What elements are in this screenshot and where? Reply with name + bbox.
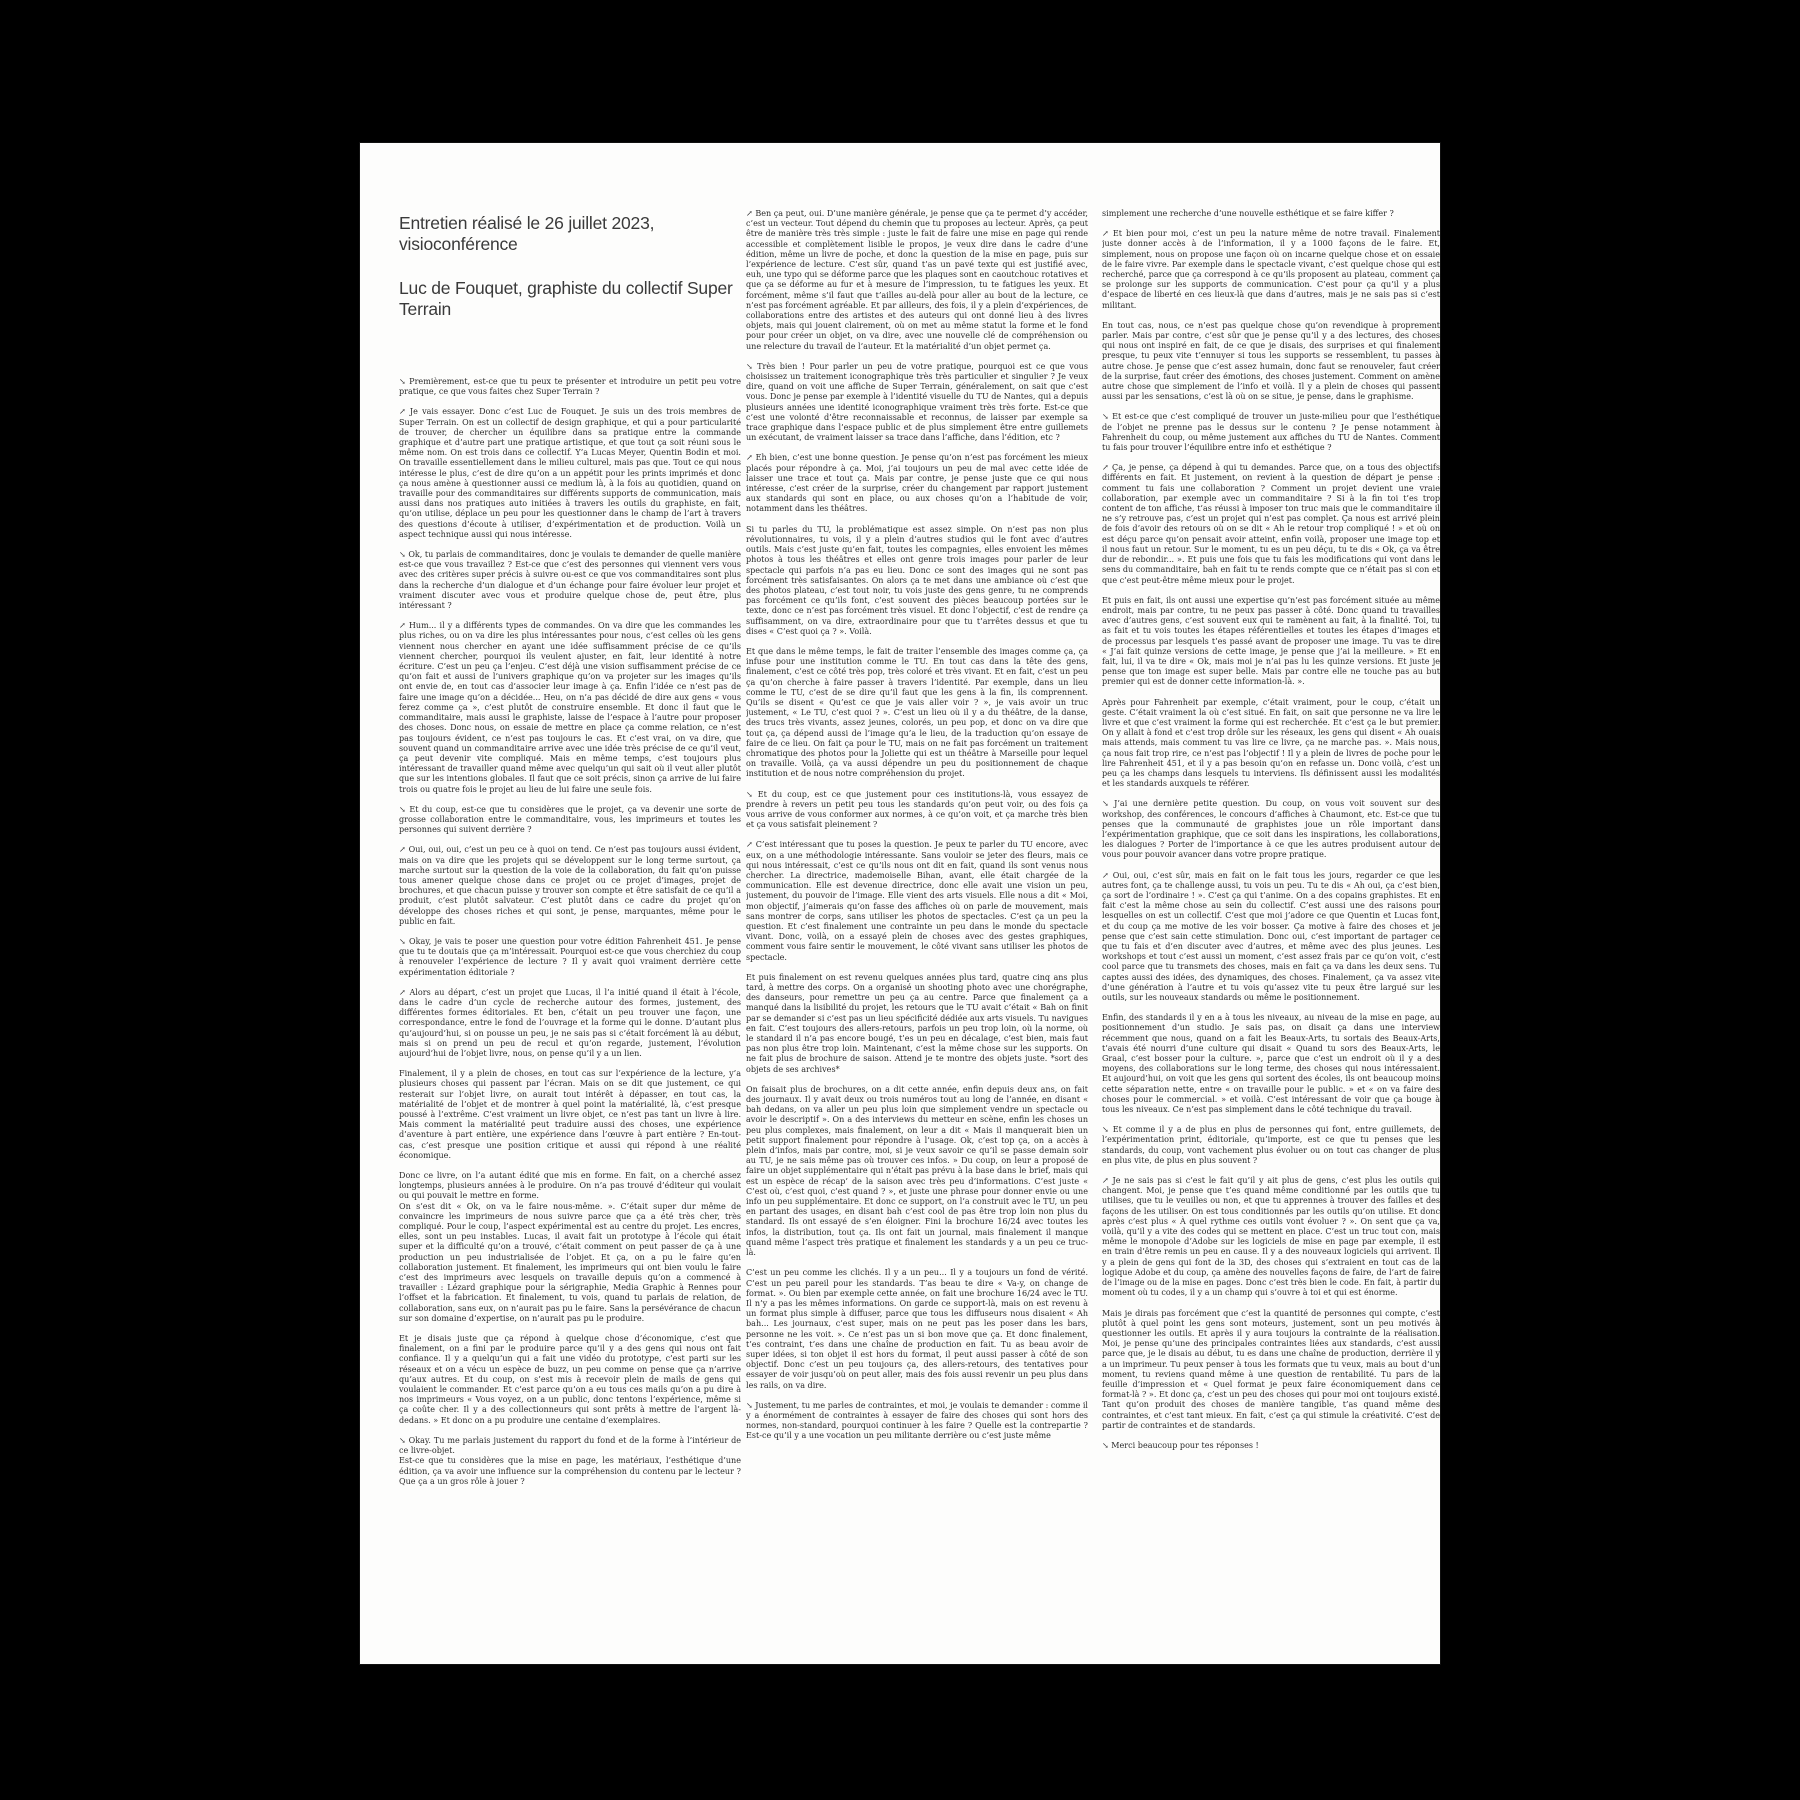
paragraph: Donc ce livre, on l’a autant édité que mis en forme. En fait, on a cherché assez longtemps, plusieurs années à le produire. On n’a pas trouvé d’éditeur qui voulait ou qui pouvait le mettre en forme. xyxy=(399,1171,741,1201)
paragraph: Finalement, il y a plein de choses, en tout cas sur l’expérience de la lecture, y’a plusieurs choses qui passent par l’écran. Mais on se dit que justement, ce qui resterait sur l’objet livre, on aurait tout intérêt à dépasser, en tout cas, la matérialité de l’objet et de montrer à quel point la matérialité, là, c’est presque poussé à l’extrême. C’est vraiment un livre objet, ce n’est pas tant un livre à lire. Mais comment la matérialité peut traduire aussi des choses, une expérience d’aventure à part entière, une expérience dans l’œuvre à part entière ? En-tout-cas, c’est presque une position critique et aussi qui répond à une réalité économique. xyxy=(399,1069,741,1160)
column-3 xyxy=(1102,209,1440,1639)
paragraph: ↗ Hum... il y a différents types de commandes. On va dire que les commandes les plus riches, ou on va dire les plus intéressantes pour nous, c’est celles où les gens viennent nous chercher en ayant une idée suffisamment précise de ce qu’ils viennent chercher, pourquoi ils veulent ajuster, en fait, leur identité à notre écriture. C’est un peu ça l’enjeu. C’est déjà une vision suffisamment précise de ce qu’on fait et aussi de l’univers graphique qu’on va projeter sur les images qu’ils ont envie de, en tout cas d’associer leur image à ça. Enfin l’idée ce n’est pas de faire une image qu’on a décidée... Heu, on n’a pas décidé de dire aux gens « vous ferez comme ça », c’est plutôt de construire ensemble. Et donc il faut que le commanditaire, mais aussi le graphiste, laisse de l’espace à l’autre pour proposer des choses. Donc nous, on essaie de mettre en place ça comme relation, ce n’est pas toujours évident, ce n’est pas toujours le cas. Et c’est vrai, on va dire, que souvent quand un commanditaire arrive avec une idée très précise de ce qu’il veut, ça peut devenir vite compliqué. Mais en même temps, c’est toujours plus intéressant de travailler quand même avec quelqu’un qui sait où il veut aller plutôt que sur les intentions globales. Il faut que ce soit précis, sinon ça arrive de lui faire trois ou quatre fois le projet au lieu de lui faire une seule fois. xyxy=(399,621,741,794)
document-page xyxy=(360,143,1440,1664)
paragraph: simplement une recherche d’une nouvelle esthétique et se faire kiffer ? xyxy=(1102,209,1394,218)
paragraph: Et puis en fait, ils ont aussi une expertise qu’n’est pas forcément située au même endroit, mais par contre, tu ne peux pas passer à côté. Donc quand tu travailles avec d’autres gens, c’est souvent eux qui te ramènent au fait, à la finalité. Toi, tu as fait et tu vois toutes les étapes référentielles et toutes les étapes d’images et de processus par lesquels t’es passé avant de proposer une image. Tu vas te dire « J’ai fait quinze versions de cette image, je pense que j’ai la meilleure. » Et en fait, lui, il va te dire « Ok, mais moi je n’ai pas lu les quinze versions. Et juste je pense que ton image est super belle. Mais par contre elle ne touche pas au but premier qui est de donner cette information-là. ». xyxy=(1102,595,1440,687)
paragraph: Si tu parles du TU, la problématique est assez simple. On n’est pas non plus révolutionnaires, tu vois, il y a plein d’autres studios qui le font avec d’autres outils. Mais c’est juste qu’en fait, toutes les compagnies, elles envoient les mêmes photos à tous les théâtres et elles ont genre trois images pour parler de leur spectacle qui parfois n’a pas eu lieu. Donc ce sont des images qui ne sont pas forcément très satisfaisantes. On alors ça te met dans une ambiance où c’est que des photos plateau, c’est tout noir, tu vois juste des gens genre, tu ne comprends pas forcément ce qu’ils font, c’est souvent des pièces beaucoup portées sur le texte, donc ce n’est pas forcément très visuel. Et donc l’objectif, c’est de rendre ça suffisamment, on va dire, extraordinaire pour que tu t’arrêtes dessus et que tu dises « C’est quoi ça ? ». Voilà. xyxy=(746,524,1088,636)
paragraph: ↘ J’ai une dernière petite question. Du coup, on vous voit souvent sur des workshop, des conférences, le concours d’affiches à Chaumont, etc. Est-ce que tu penses que la communauté de graphistes joue un rôle important dans l’expérimentation graphique, que ce soit dans les inspirations, les collaborations, les dialogues ? Porter de l’importance à ce que les autres produisent autour de vous pour pouvoir avancer dans votre propre pratique. xyxy=(1102,799,1440,860)
paragraph: ↘ Et du coup, est ce que justement pour ces institutions-là, vous essayez de prendre à revers un petit peu tous les standards qu’on peut voir, ou des fois ça vous arrive de vous conformer aux normes, à ce qu’on voit, et ça marche très bien et ça vous satisfait pleinement ? xyxy=(746,789,1088,830)
paragraph: ↘ Okay, je vais te poser une question pour votre édition Fahrenheit 451. Je pense que tu te doutais que ça m’intéressait. Pourquoi est-ce que vous cherchiez du coup à renouveler l’expérience de lecture ? Il y avait quoi vraiment derrière cette expérimentation éditoriale ? xyxy=(399,936,741,977)
paragraph: ↘ Très bien ! Pour parler un peu de votre pratique, pourquoi est ce que vous choisissez un traitement iconographique très très particulier et singulier ? Je veux dire, quand on voit une affiche de Super Terrain, généralement, on sait que c’est vous. Donc je pense par exemple à l’identité visuelle du TU de Nantes, qui a depuis plusieurs années une identité iconographique vraiment très très forte. Est-ce que c’est une volonté d’être reconnaissable et reconnus, de laisser par exemple sa trace graphique dans l’espace public et de plus simplement être entre guillemets un exécutant, de vraiment laisser sa trace dans l’affiche, dans l’édition, etc ? xyxy=(746,361,1088,443)
paragraph: ↗ Alors au départ, c’est un projet que Lucas, il l’a initié quand il était à l’école, dans le cadre d’un cycle de recherche autour des formes, justement, des différentes formes éditoriales. Et ben, c’était un peu trouver une façon, une correspondance, entre le fond de l’ouvrage et la forme qui le donne. D’autant plus qu’aujourd’hui, si on pousse un peu, je ne sais pas si c’était forcément là au début, mais si on prend un peu de recul et qu’on regarde, justement, l’évolution aujourd’hui de l’objet livre, nous, on pense qu’il y a un lien. xyxy=(399,987,741,1058)
paragraph: ↗ Ça, je pense, ça dépend à qui tu demandes. Parce que, on a tous des objectifs différents en fait. Et justement, on revient à la question de départ je pense : comment tu fais une collaboration ? Comment un projet devient une vraie collaboration, par exemple avec un commanditaire ? Si à la fin toi t’es trop content de ton affiche, t’as réussi à imposer ton truc mais que le commanditaire il ne s’y retrouve pas, c’est un projet qui n’est pas complet. Ça nous est arrivé plein de fois d’avoir des retours où on se dit « Ah le retour trop compliqué ! » et où on est déçu parce qu’on pensait avoir atteint, enfin voilà, proposer une image top et il nous faut un retour. Sur le moment, tu es un peu déçu, tu te dis « Ok, ça va être dur de rebondir... ». Et puis une fois que tu fais les modifications qui vont dans le sens du commanditaire, bah en fait tu te rends compte que ce n’était pas si con et que c’est peut-être même mieux pour le projet. xyxy=(1102,463,1440,585)
paragraph: On faisait plus de brochures, on a dit cette année, enfin depuis deux ans, on fait des journaux. Il y avait deux ou trois numéros tout au long de l’année, en disant « bah dedans, on va aller un peu plus loin que simplement vendre un spectacle ou avoir le descriptif ». On a des interviews du metteur en scène, enfin les choses un peu plus complexes, mais finalement, on leur a dit « Mais il manquerait bien un petit support finalement pour répondre à l’usage. Ok, c’est top ça, on a accès à plein d’infos, mais par contre, moi, si je veux savoir ce qu’il se passe demain soir au TU, je ne sais même pas où trouver ces infos. » Du coup, on leur a proposé de faire un objet supplémentaire qui n’était pas prévu à la base dans le brief, mais qui est un espèce de récap’ de la saison avec très peu d’informations. C’est juste « C’est où, c’est quoi, c’est quand ? », et juste une phrase pour donner envie ou une info un peu supplémentaire. Et donc ce support, on l’a construit avec le TU, un peu en partant des usages, en disant bah c’est cool de pas être trop loin non plus du standard. Ils ont essayé de s’en éloigner. Fini la brochure 16/24 avec toutes les infos, la distribution, tout ça. Ils ont fait un journal, mais finalement il manque quand même l’aspect très pratique et finalement les standards y a un peu ce truc-là. xyxy=(746,1084,1088,1258)
paragraph: En tout cas, nous, ce n’est pas quelque chose qu’on revendique à proprement parler. Mais par contre, c’est sûr que je pense qu’il y a des lectures, des choses qui nous ont inspiré en fait, de ce que je disais, des surprises et qui finalement presque, tu peux vite t’ennuyer si tous les supports se ressemblent, tu passes à autre chose. Je pense que c’est assez humain, donc faut se renouveler, faut créer de la surprise, faut créer des émotions, des choses justement. Comment on amène autre chose que simplement de l’info et voilà. Il y a plein de choses qui passent aussi par les sensations, c’est là où on se situe, je pense, dans le graphisme. xyxy=(1102,320,1440,402)
paragraph: Et que dans le même temps, le fait de traiter l’ensemble des images comme ça, ça infuse pour une institution comme le TU. En tout cas dans la tête des gens, finalement, c’est ce côté très pop, très coloré et très vivant. Et en fait, c’est un peu ça qu’on cherche à faire passer à travers l’identité. Par exemple, dans un lieu comme le TU, c’est de se dire qu’il faut que les gens à la fin, ils comprennent. Qu’ils se disent « Qu’est ce que je vais aller voir ? », je vais avoir un truc justement, « Le TU, c’est quoi ? ». C’est un lieu où il y a du théâtre, de la danse, des trucs très vivants, assez jeunes, colorés, un peu pop, et donc on va dire que tout ça, ça dépend aussi de l’image qu’a le lieu, de la traduction qu’on essaye de faire de ce lieu. On fait ça pour le TU, mais on ne fait pas forcément un traitement chromatique des photos pour la Joliette qui est un théâtre à Marseille pour lequel on travaille. Voilà, ça va aussi dépendre un peu du positionnement de chaque institution et de nous notre compréhension du projet. xyxy=(746,646,1088,779)
paragraph: ↗ Oui, oui, oui, c’est un peu ce à quoi on tend. Ce n’est pas toujours aussi évident, mais on va dire que les projets qui se développent sur le long terme surtout, ça marche surtout sur la question de la voie de la collaboration, du fait qu’on puisse tous amener quelque chose dans ce projet ou ce projet d’images, projet de brochures, et que chacun puisse y trouver son compte et être satisfait de ce qu’il a produit, c’est plutôt salvateur. C’est plutôt dans ce cadre du projet qu’on développe des choses riches et qui sont, je pense, marquantes, même pour le public en fait. xyxy=(399,845,741,926)
paragraph: ↘ Ok, tu parlais de commanditaires, donc je voulais te demander de quelle manière est-ce que vous travaillez ? Est-ce que c’est des personnes qui viennent vers vous avec des critères super précis à suivre ou-est ce que vos commanditaires sont plus dans la recherche d’un dialogue et d’un échange pour faire évoluer leur projet et vraiment discuter avec vous et produire quelque chose de, peut être, plus intéressant ? xyxy=(399,550,741,611)
column-2 xyxy=(746,209,1088,1639)
paragraph: Et puis finalement on est revenu quelques années plus tard, quatre cinq ans plus tard, à mettre des corps. On a organisé un shooting photo avec une chorégraphe, des danseurs, pour remettre un peu ça au centre. Parce que finalement ça a manqué dans la lisibilité du projet, les retours que le TU avait c’était « Bah on finit par se demander si c’est pas un lieu spécificité dédiée aux arts visuels. Tu navigues en fait. C’est toujours des allers-retours, parfois un peu trop loin, où la norme, où le standard il n’a pas encore bougé, t’es un peu en décalage, c’est bien, mais faut pas non plus être trop loin. Maintenant, c’est la même chose sur les supports. On ne fait plus de brochure de saison. Attend je te montre des objets juste. *sort des objets de ses archives* xyxy=(746,972,1088,1074)
paragraph: ↗ C’est intéressant que tu poses la question. Je peux te parler du TU encore, avec eux, on a une méthodologie intéressante. Sans vouloir se jeter des fleurs, mais ce qui nous intéressait, c’est ce qu’ils nous ont dit en fait, quand ils sont venus nous chercher. La directrice, mademoiselle Bihan, avant, elle était chargée de la communication. Elle est devenue directrice, donc elle avait une vision un peu, justement, du pouvoir de l’image. Elle vient des arts visuels. Elle nous a dit « Moi, mon objectif, j’aimerais qu’on fasse des affiches où on parle de mouvement, mais sans montrer de corps, sans utiliser les photos de spectacles. C’est ça un peu la question. Et c’est finalement une contrainte un peu dans le monde du spectacle vivant. Donc, voilà, on a essayé plein de choses avec des gestes graphiques, comment vous faire sentir le mouvement, le côté vivant sans utiliser les photos de spectacle. xyxy=(746,840,1088,962)
paragraph: C’est un peu comme les clichés. Il y a un peu... Il y a toujours un fond de vérité. C’est un peu pareil pour les standards. T’as beau te dire « Va-y, on change de format. ». Ou bien par exemple cette année, on fait une brochure 16/24 avec le TU. Il n’y a pas les mêmes informations. On garde ce support-là, mais on est revenu à un format plus simple à diffuser, parce que tous les diffuseurs nous disaient « Ah bah... Les journaux, c’est super, mais on ne peut pas les poser dans les bars, personne ne les voit. ». Ce n’est pas un si bon move que ça. Et donc finalement, t’es contraint, t’es dans une chaîne de production en fait. Tu as beau avoir de super idées, si ton objet il est hors du format, il peut aussi passer à côté de son objectif. Donc c’est un peu toujours ça, des allers-retours, des tentatives pour essayer de voir jusqu’où on peut aller, mais des fois aussi revenir un peu plus dans les rails, on va dire. xyxy=(746,1268,1088,1390)
paragraph: On s’est dit « Ok, on va le faire nous-même. ». C’était super dur même de convaincre les imprimeurs de nous suivre parce que ça a été très cher, très compliqué. Pour le coup, l’aspect expérimental est au centre du projet. Les encres, elles, sont un peu instables. Lucas, il avait fait un prototype à l’école qui était super et la difficulté qu’on a trouvé, c’était comment on peut passer de ça à une production un peu industrialisée de l’objet. Et ça, on a pu le faire qu’en collaboration justement. Et finalement, les imprimeurs qui ont bien voulu le faire c’est des imprimeurs avec lesquels on travaille depuis qu’on a commencé à travailler : Lézard graphique pour la sérigraphie, Media Graphic à Rennes pour l’offset et la fabrication. Et finalement, tu vois, quand tu parlais de relation, de collaboration, sans eux, on n’aurait pas pu le faire. Sans la persévérance de chacun sur son domaine d’expertise, on n’aurait pas pu le produire. xyxy=(399,1201,741,1323)
paragraph: ↘ Et est-ce que c’est compliqué de trouver un juste-milieu pour que l’esthétique de l’objet ne prenne pas le dessus sur le contenu ? Je pense notamment à Fahrenheit du coup, ou même justement aux affiches du TU de Nantes. Comment tu fais pour trouver l’équilibre entre info et esthétique ? xyxy=(1102,412,1440,453)
title-person: Luc de Fouquet, graphiste du collectif Super Terrain xyxy=(399,278,733,319)
title-date: Entretien réalisé le 26 juillet 2023, visioconférence xyxy=(399,213,655,254)
paragraph: ↗ Ben ça peut, oui. D’une manière générale, je pense que ça te permet d’y accéder, c’est un vecteur. Tout dépend du chemin que tu proposes au lecteur. Après, ça peut être de manière très très simple : juste le fait de faire une mise en page qui rende accessible et complètement lisible le propos, je veux dire dans le cadre d’une édition, même un livre de poche, et donc la question de la mise en page, puis sur l’expérience de lecture. C’est sûr, quand t’as un pavé texte qui est justifié avec, euh, une typo qui se déforme parce que les plaques sont en caoutchouc rotatives et que ça se déforme au fur et à mesure de l’impression, tu te fatigues les yeux. Et forcément, même s’il faut que t’ailles au-delà pour aller au bout de la lecture, ce n’est pas forcément agréable. Et par ailleurs, des fois, il y a plein d’expériences, de collaborations entre des artistes et des auteurs qui ont donné lieu à des livres objets, mais qui jouent clairement, où on met au même statut la forme et le fond pour pour créer un objet, on va dire, avec une nouvelle clé de compréhension ou une relecture du travail de l’auteur. Et la matérialité d’un objet permet ça. xyxy=(746,209,1088,351)
paragraph: ↘ Et du coup, est-ce que tu considères que le projet, ça va devenir une sorte de grosse collaboration entre le commanditaire, vous, les imprimeurs et toutes les personnes qui suivent derrière ? xyxy=(399,804,741,835)
paragraph: Enfin, des standards il y en a à tous les niveaux, au niveau de la mise en page, au positionnement d’un studio. Je sais pas, on disait ça dans une interview récemment que nous, quand on a fait les Beaux-Arts, tu sortais des Beaux-Arts, t’avais été nourri d’une culture qui disait « Quand tu sors des Beaux-Arts, le Graal, c’est bosser pour la culture. », parce que c’est un endroit où il y a des moyens, des collaborations sur le long terme, des choses qui nous intéressaient. Et aujourd’hui, on voit que les gens qui sortent des écoles, ils ont beaucoup moins cette séparation nette, entre « on travaille pour le public. » et « on va faire des choses pour le commercial. » et voilà. C’est intéressant de voir que ça bouge à tous les niveaux. Ce n’est pas simplement dans le côté technique du travail. xyxy=(1102,1013,1440,1115)
paragraph: Est-ce que tu considères que la mise en page, les matériaux, l’esthétique d’une édition, ça va avoir une influence sur la compréhension du contenu par le lecteur ? Que ça a un gros rôle à jouer ? xyxy=(399,1456,741,1486)
paragraph: ↗ Eh bien, c’est une bonne question. Je pense qu’on n’est pas forcément les mieux placés pour répondre à ça. Moi, j’ai toujours un peu de mal avec cette idée de laisser une trace et tout ça. Mais par contre, je pense juste que ce qui nous intéresse, c’est créer de la surprise, créer du changement par rapport justement aux standards qui sont en place, ou aux choses qu’on a l’habitude de voir, notamment dans les théâtres. xyxy=(746,453,1088,514)
paragraph: ↘ Merci beaucoup pour tes réponses ! xyxy=(1102,1440,1259,1450)
paragraph: ↘ Premièrement, est-ce que tu peux te présenter et introduire un petit peu votre pratique, ce que vous faites chez Super Terrain ? xyxy=(399,377,741,397)
paragraph: ↗ Je ne sais pas si c’est le fait qu’il y ait plus de gens, c’est plus les outils qui changent. Moi, je pense que t’es quand même conditionné par les outils que tu utilises, que tu le veuilles ou non, et que tu apprennes à trouver des failles et des façons de les utiliser. On est tous conditionnés par les outils qu’on utilise. Et donc après c’est plus « À quel rythme ces outils vont évoluer ? ». On sent que ça va, voilà, qu’il y a vite des codes qui se mettent en place. C’est un truc tout con, mais même le monopole d’Adobe sur les logiciels de mise en page par exemple, il est en train d’être remis un peu en cause. Il y a des nouveaux logiciels qui arrivent. Il y a plein de gens qui font de la 3D, des choses qui s’extraient en tout cas de la logique Adobe et du coup, ça amène des nouvelles façons de faire, de l’art de faire de l’image ou de la mise en pages. Donc c’est très bien le code. En fait, à partir du moment où tu codes, il y a un champ qui s’ouvre à toi et qui est énorme. xyxy=(1102,1176,1440,1298)
paragraph: ↘ Justement, tu me parles de contraintes, et moi, je voulais te demander : comme il y a énormément de contraintes à essayer de faire des choses qui sont hors des normes, non-standard, pourquoi continuer à les faire ? Quelle est la contrepartie ? Est-ce qu’il y a une vocation un peu militante derrière ou c’est juste même xyxy=(746,1400,1088,1441)
paragraph: Mais je dirais pas forcément que c’est la quantité de personnes qui compte, c’est plutôt à quel point les gens sont moteurs, justement, sont un peu motivés à questionner les outils. Et après il y aura toujours la contrainte de la réalisation. Moi, je pense qu’une des principales contraintes liées aux standards, c’est aussi parce que, je le disais au début, tu es dans une chaîne de production, derrière il y a un imprimeur. Tu peux penser à tous les formats que tu veux, mais au bout d’un moment, tu reviens quand même à une question de rentabilité. Tu pars de la feuille d’impression et « Quel format je peux faire économiquement dans ce format-là ? ». Et donc ça, c’est un peu des choses qui pour moi ont toujours existé. Tant qu’on produit des choses de manière tangible, t’as quand même des contraintes, et c’est tant mieux. En fait, c’est ça qui stimule la créativité. C’est de partir de contraintes et de standards. xyxy=(1102,1308,1440,1430)
paragraph: ↗ Je vais essayer. Donc c’est Luc de Fouquet. Je suis un des trois membres de Super Terrain. On est un collectif de design graphique, et qui a pour particularité de trouver, de chercher un équilibre dans sa pratique entre la commande graphique et d’autre part une pratique artistique, et que tout ça soit réuni sous le même nom. On est trois dans ce collectif. Y’a Lucas Meyer, Quentin Bodin et moi. On travaille essentiellement dans le milieu culturel, mais pas que. Tout ce qui nous intéresse le plus, c’est de dire qu’on a un appétit pour les prints imprimés et donc ça nous amène à questionner aussi ce medium là, à la fois au quotidien, quand on travaille pour des commanditaires sur différents supports de communication, mais aussi dans nos pratiques auto initiées à travers les outils du graphiste, en fait, qu’on utilise, déplace un peu pour les questionner dans le champ de l’art à travers des questions d’écoute à utiliser, d’expérimentation et de production. Voilà un aspect technique aussi qui nous intéresse. xyxy=(399,407,741,539)
paragraph: ↘ Okay. Tu me parlais justement du rapport du fond et de la forme à l’intérieur de ce livre-objet. xyxy=(399,1435,741,1456)
column-1 xyxy=(399,213,741,1643)
paragraph: ↗ Et bien pour moi, c’est un peu la nature même de notre travail. Finalement juste donner accès à de l’information, il y a 1000 façons de le faire. Et, simplement, nous on propose une façon où on incarne quelque chose et on essaie de le faire vivre. Par exemple dans le spectacle vivant, c’est quelque chose qui est recherché, parce que ça correspond à ce qu’ils proposent au plateau, comment ça se prolonge sur les supports de communication. C’est pour ça qu’il y a plus d’espace de liberté en ces lieux-là que dans d’autres, mais je ne sais pas si c’est militant. xyxy=(1102,229,1440,310)
paragraph: Et je disais juste que ça répond à quelque chose d’économique, c’est que finalement, on a fini par le produire parce qu’il y a des gens qui nous ont fait confiance. Il y a quelqu’un qui a fait une vidéo du prototype, c’est parti sur les réseaux et on a vécu un espèce de buzz, un peu comme on pense que ça n’arrive qu’aux autres. Et du coup, on s’est mis à recevoir plein de mails de gens qui voulaient le commander. Et c’est parce qu’on a eu tous ces mails qu’on a pu dire à nos imprimeurs « Vous voyez, on a un public, donc tentons l’expérience, même si ça coûte cher. Il y a des collectionneurs qui sont prêts à mettre de l’argent là-dedans. » Et donc on a pu produire une centaine d’exemplaires. xyxy=(399,1334,741,1425)
paragraph: Après pour Fahrenheit par exemple, c’était vraiment, pour le coup, c’était un geste. C’était vraiment la où c’est situé. En fait, on sait que personne ne va lire le livre et que c’est vraiment la forme qui est recherchée. Et c’est ça le but premier. On y allait à fond et c’est trop drôle sur les réseaux, les gens qui disent « Ah ouais mais attends, mais comment tu vas lire ce livre, ça ne marche pas. ». Mais nous, ça nous fait trop rire, ce n’est pas l’objectif ! Il y a plein de livres de poche pour le lire Fahrenheit 451, et il y a pas besoin qu’on en refasse un. Donc voilà, c’est un peu ça les champs dans lesquels tu interviens. Ils définissent aussi les modalités et les standards auxquels te référer. xyxy=(1102,697,1440,789)
paragraph: ↘ Et comme il y a de plus en plus de personnes qui font, entre guillemets, de l’expérimentation print, éditoriale, qu’importe, est ce que tu penses que les standards, du coup, vont vachement plus évoluer ou on tout cas changer de plus en plus vite, de plus en plus souvent ? xyxy=(1102,1125,1440,1165)
paragraph: ↗ Oui, oui, c’est sûr, mais en fait on le fait tous les jours, regarder ce que les autres font, ça te challenge aussi, tu vois un peu. Tu te dis « Ah oui, ça c’est bien, ça sort de l’ordinaire ! ». C’est ça qui t’anime. On a des copains graphistes. Et en fait c’est la même chose au sein du collectif. C’est aussi une des raisons pour lesquelles on est un collectif. C’est que moi j’adore ce que Quentin et Lucas font, et du coup ça me motive de les voir bosser. Ça motive à faire des choses et je pense que c’est sain cette stimulation. Donc oui, c’est important de partager ce que tu fais et d’en discuter avec d’autres, et même avec des plus jeunes. Les workshops et tout c’est aussi un moment, c’est assez frais par ce qu’on voit, c’est cool parce que tu transmets des choses, mais en fait ça va dans les deux sens. Tu captes aussi des idées, des dynamiques, des choses. Finalement, ça va assez vite d’une génération à l’autre et tu vois qu’assez vite tu peux être largué sur les outils, sur les nouveaux standards ou même le positionnement. xyxy=(1102,870,1440,1003)
